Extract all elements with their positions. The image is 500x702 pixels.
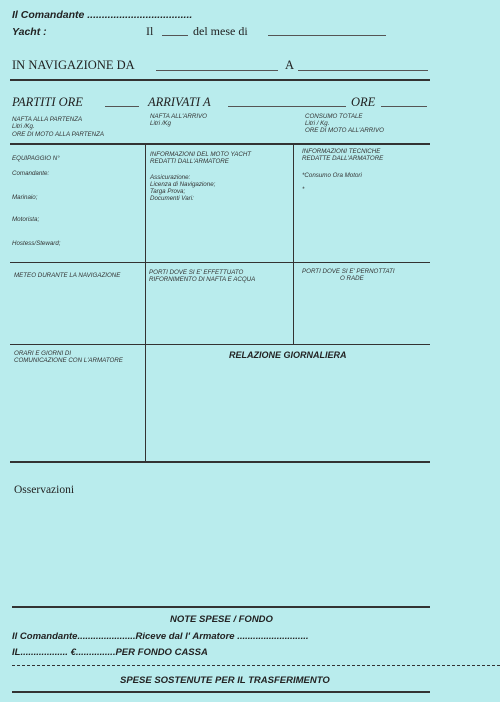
- osservazioni-area[interactable]: [14, 500, 426, 600]
- divider: [10, 79, 430, 81]
- nafta-partenza-label: NAFTA ALLA PARTENZA: [12, 116, 83, 123]
- ore-moto-partenza-label: ORE DI MOTO ALLA PARTENZA: [12, 131, 105, 138]
- crew-hostess-field[interactable]: Hostess/Steward;: [12, 240, 61, 247]
- month-field[interactable]: [268, 35, 386, 36]
- orari-label-2: COMUNICAZIONE CON L'ARMATORE: [14, 357, 123, 364]
- navigazione-da-label: IN NAVIGAZIONE DA: [12, 58, 135, 72]
- porti-pernottati-label: PORTI DOVE SI E' PERNOTTATI: [302, 268, 395, 275]
- ore-label: ORE: [351, 95, 376, 109]
- nafta-arrivo-label: NAFTA ALL'ARRIVO: [150, 113, 207, 120]
- info-subtitle: REDATTI DALL'ARMATORE: [150, 158, 229, 165]
- column-divider: [293, 144, 294, 344]
- navigazione-a-label: A: [285, 58, 295, 72]
- partiti-field[interactable]: [105, 106, 139, 107]
- crew-motorista-field[interactable]: Motorista;: [12, 216, 40, 223]
- info-title: INFORMAZIONI DEL MOTO YACHT: [150, 151, 252, 158]
- crew-comandante-field[interactable]: Comandante:: [12, 170, 50, 177]
- meteo-label: METEO DURANTE LA NAVIGAZIONE: [14, 272, 121, 279]
- arrivati-field[interactable]: [228, 106, 346, 107]
- info-documenti: Documenti Vari:: [150, 195, 194, 202]
- crew-marinaio-field[interactable]: Marinaio;: [12, 194, 38, 201]
- porti-rifornimento-label: PORTI DOVE SI E' EFFETTUATO: [149, 269, 244, 276]
- dashed-divider: [12, 665, 500, 666]
- divider: [10, 461, 430, 463]
- column-divider: [145, 144, 146, 461]
- relazione-title: RELAZIONE GIORNALIERA: [229, 350, 347, 360]
- info-targa: Targa Prova;: [150, 188, 186, 195]
- tech-subtitle: REDATTE DALL'ARMATORE: [302, 155, 384, 162]
- yacht-label: Yacht :: [12, 26, 47, 38]
- note-spese-title: NOTE SPESE / FONDO: [170, 614, 273, 625]
- equipaggio-label: EQUIPAGGIO N°: [12, 155, 60, 162]
- info-licenza: Licenza di Navigazione;: [150, 181, 216, 188]
- nafta-partenza-unit: Litri /Kg.: [12, 123, 35, 130]
- spese-trasferimento-title: SPESE SOSTENUTE PER IL TRASFERIMENTO: [120, 675, 330, 686]
- comandante-label: Il Comandante ....................................: [12, 9, 193, 21]
- porti-rifornimento-label-2: RIFORNIMENTO DI NAFTA E ACQUA: [149, 276, 256, 283]
- ore-moto-arrivo-label: ORE DI MOTO ALL'ARRIVO: [305, 127, 384, 134]
- orari-label: ORARI E GIORNI DI: [14, 350, 72, 357]
- tech-title: INFORMAZIONI TECNICHE: [302, 148, 381, 155]
- nafta-arrivo-unit: Litri /Kg: [150, 120, 171, 127]
- divider: [10, 262, 430, 263]
- day-field[interactable]: [162, 35, 188, 36]
- osservazioni-title: Osservazioni: [14, 484, 75, 496]
- navigazione-to-field[interactable]: [298, 70, 428, 71]
- divider: [12, 606, 430, 608]
- partiti-label: PARTITI ORE: [12, 95, 83, 109]
- info-assicurazione: Assicurazione:: [150, 174, 191, 181]
- tech-consumo-ore: *Consumo Ora Motori: [302, 172, 362, 179]
- comandante-riceve-line: Il Comandante......................Riceve dal l' Armatore ...........................: [12, 631, 309, 642]
- tech-bullet: *: [302, 186, 305, 193]
- porti-pernottati-label-2: O RADE: [340, 275, 364, 282]
- divider: [10, 143, 430, 145]
- consumo-totale-unit: Litri / Kg.: [305, 120, 330, 127]
- divider: [10, 344, 430, 345]
- consumo-totale-label: CONSUMO TOTALE: [305, 113, 363, 120]
- mese-label: del mese di: [193, 24, 248, 38]
- arrivati-label: ARRIVATI A: [148, 95, 211, 109]
- il-label: Il: [146, 24, 154, 38]
- ore-field[interactable]: [381, 106, 427, 107]
- navigazione-from-field[interactable]: [156, 70, 278, 71]
- fondo-cassa-line: IL.................. €...............PER FONDO CASSA: [12, 647, 208, 658]
- divider: [12, 691, 430, 693]
